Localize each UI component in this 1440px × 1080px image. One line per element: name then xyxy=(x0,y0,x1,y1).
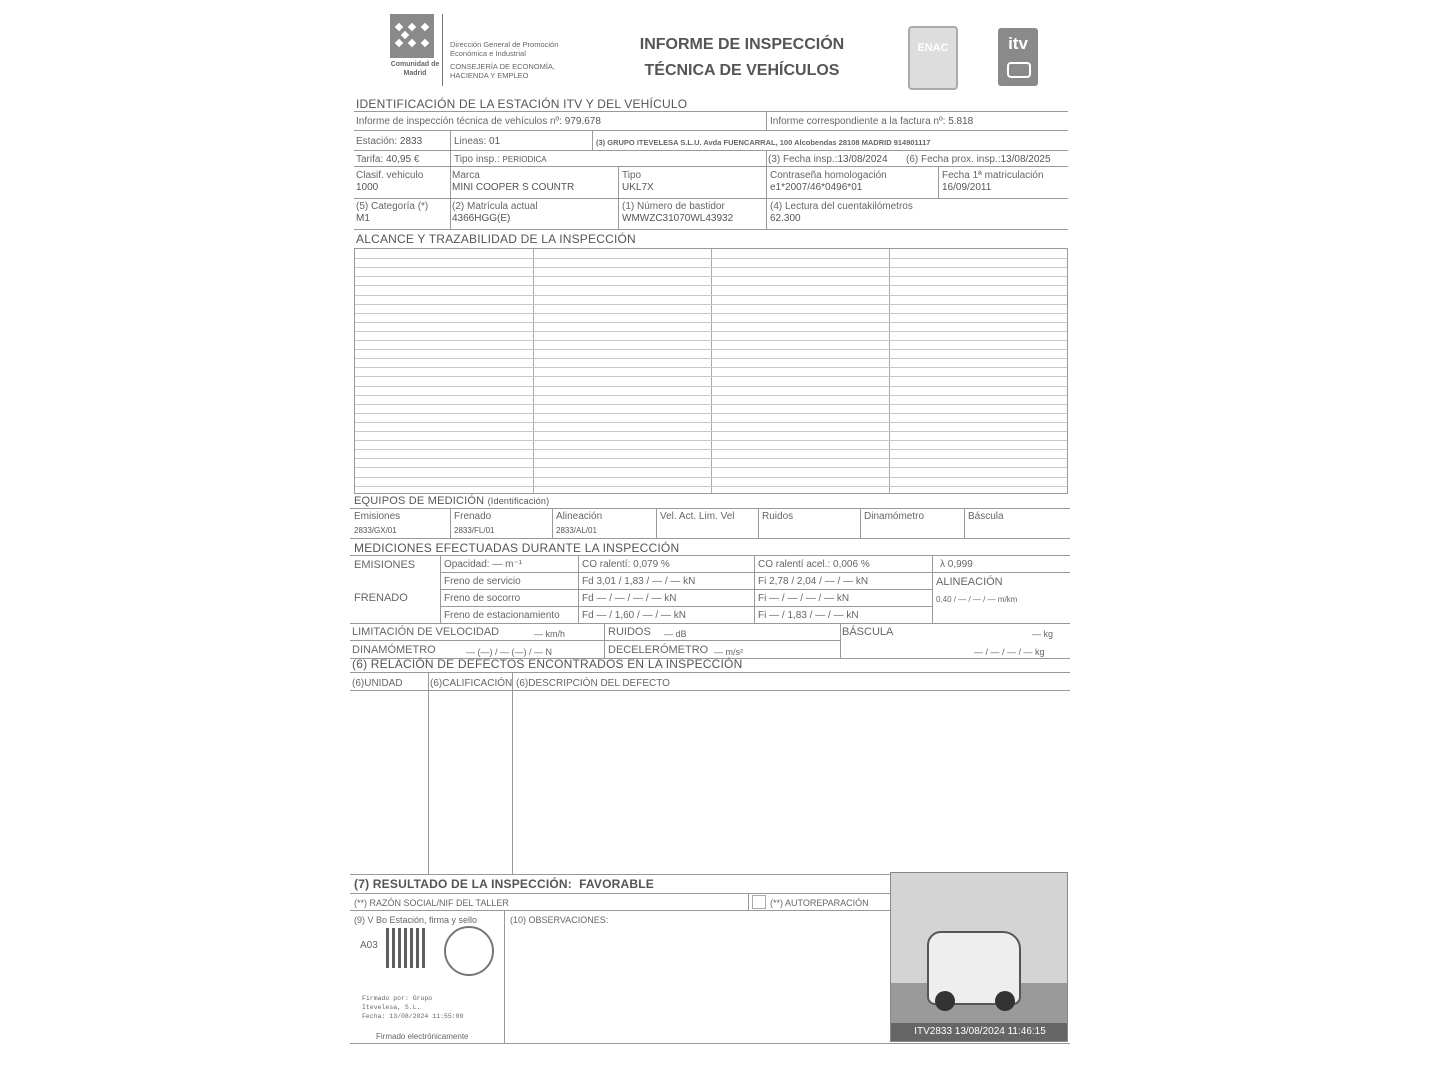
informe-number: 979.678 xyxy=(564,116,601,127)
scope-grid-row xyxy=(355,477,1067,478)
scope-grid-row xyxy=(355,304,1067,305)
tipo-insp: PERIODICA xyxy=(502,155,547,164)
inspection-report-sheet: Comunidad de Madrid Dirección General de Promoción Económica e Industrial CONSEJERÍA DE ECONOMÍA, HACIENDA Y EMPLEO INFORME DE INSPECCIÓN TÉCNICA DE VEHÍCULOS ENAC itv IDENTIFICACIÓN DE LA ESTACIÓN ITV Y DEL VEHÍCULO Informe de inspección técnica de vehículos nº: 979.678 Informe correspondiente a la factura nº: 5.818 Estación: 2833 Lineas: 01 (3) GRUPO ITEVELESA S.L.U. Avda FUENCARRAL, 100 Alcobendas 28108 MADRID 914901117 Tarifa: 40,95 € Tipo insp.: PERIODICA (3) Fecha insp.:13/08/2024 (6) Fecha prox. insp.:13/08/2025 Clasif. vehiculo 1000 Marca MINI COOPER S COUNTR Tipo UKL7X Contraseña homologación e1*2007/46*0496*01 Fecha 1ª matriculación 16/09/2011 (5) Categoría (*) M1 (2) Matrícula actual 4366HGG(E) (1) Número de bastidor WMWZC31070WL43932 (4) Lectura del cuentakilómetros 62.300 ALCANCE Y TRAZABILIDAD DE LA INSPECCIÓN EQUIPOS DE MEDICIÓN (Identificación) Emisiones 2833/GX/01 Frenado 2833/FL/01 Alineación 2833/AL/01 Vel. Act. Lim. Vel Ruidos Dinamómetro Báscula MEDICIONES EFECTUADAS DURANTE LA INSPECCIÓN EMISIONES Opacidad: — m⁻¹ CO ralentí: 0,079 % CO ralentí acel.: 0,006 % λ 0,999 FRENADO Freno de servicio Fd 3,01 / 1,83 / — / — kN Fi 2,78 / 2,04 / — / — kN Freno de socorro Fd — / — / — / — kN Fi — / — / — / — kN Freno de estacionamiento Fd — / 1,60 / — / — kN Fi — / 1,83 / — / — kN ALINEACIÓN 0,40 / — / — / — m/km LIMITACIÓN DE VELOCIDAD — km/h RUIDOS — dB BÁSCULA — kg DINAMÓMETRO — (—) / — (—) / — N DECELERÓMETRO — m/s² — / — / — / — kg (6) RELACIÓN DE DEFECTOS ENCONTRADOS EN LA INSPECCIÓN (6)UNIDAD (6)CALIFICACIÓN (6)DESCRIPCIÓN DEL DEFECTO (7) RESULTADO DE LA INSPECCIÓN: FAVORABLE (**) RAZÓN SOCIAL/NIF DEL TALLER (**) AUTOREPARACIÓN (9) V Bo Estación, firma y sello (10) OBSERVACIONES: A03 Firmado por: Grupo Itevelesa, S.L. Fecha: 13/08/2024 11:55:09 Firmado electrónicamente ITV2833 13/08/2024 11:46:15 xyxy=(350,8,1072,1063)
matricula: 4366HGG(E) xyxy=(452,213,511,224)
scope-grid-row xyxy=(355,413,1067,414)
scope-grid-row xyxy=(355,295,1067,296)
resultado-value: FAVORABLE xyxy=(579,877,654,891)
bastidor: WMWZC31070WL43932 xyxy=(622,213,734,224)
contrasena: e1*2007/46*0496*01 xyxy=(770,182,863,193)
marca: MINI COOPER S COUNTR xyxy=(452,182,575,193)
km: 62.300 xyxy=(770,213,801,224)
scope-grid-row xyxy=(355,322,1067,323)
scope-grid-row xyxy=(355,313,1067,314)
scope-grid-row xyxy=(355,458,1067,459)
scope-grid-row xyxy=(355,358,1067,359)
consejeria: CONSEJERÍA DE ECONOMÍA, HACIENDA Y EMPLEO xyxy=(450,62,556,80)
report-header xyxy=(350,8,1072,100)
scope-grid-row xyxy=(355,486,1067,487)
madrid-flag-logo xyxy=(390,14,434,58)
scope-grid-row xyxy=(355,376,1067,377)
scope-grid-row xyxy=(355,467,1067,468)
estacion: 2833 xyxy=(399,136,423,147)
station-code: A03 xyxy=(360,940,378,951)
resultado: (7) RESULTADO DE LA INSPECCIÓN: FAVORABLE xyxy=(354,877,654,891)
photo-timestamp: ITV2833 13/08/2024 11:46:15 xyxy=(891,1023,1068,1041)
direccion-general: Dirección General de Promoción Económica e Industrial xyxy=(450,40,559,58)
scope-grid-row xyxy=(355,449,1067,450)
scope-grid-row xyxy=(355,267,1067,268)
scope-grid-row xyxy=(355,404,1067,405)
vehicle-photo xyxy=(890,872,1068,1042)
fecha-matric: 16/09/2011 xyxy=(942,182,992,193)
ident-section-title: IDENTIFICACIÓN DE LA ESTACIÓN ITV Y DEL VEHÍCULO xyxy=(356,97,688,111)
equipos-section-title: EQUIPOS DE MEDICIÓN (Identificación) xyxy=(354,495,550,507)
scope-grid-row xyxy=(355,386,1067,387)
autoreparacion-checkbox xyxy=(752,895,766,909)
itv-logo: itv xyxy=(998,28,1038,86)
scope-grid-row xyxy=(355,285,1067,286)
scope-grid-row xyxy=(355,367,1067,368)
scope-grid-row xyxy=(355,340,1067,341)
station-seal-icon xyxy=(444,926,494,976)
scope-grid-row xyxy=(355,395,1067,396)
operator-address: (3) GRUPO ITEVELESA S.L.U. Avda FUENCARRAL, 100 Alcobendas 28108 MADRID 914901117 xyxy=(596,138,931,147)
car-icon xyxy=(1007,62,1031,78)
report-title: INFORME DE INSPECCIÓN TÉCNICA DE VEHÍCULOS xyxy=(639,36,845,79)
scope-grid-row xyxy=(355,422,1067,423)
fecha-prox: 13/08/2025 xyxy=(1000,154,1051,165)
qr-code-icon xyxy=(386,928,426,968)
fecha-insp: 13/08/2024 xyxy=(837,154,888,165)
scope-grid-row xyxy=(355,258,1067,259)
tipo: UKL7X xyxy=(622,182,654,193)
scope-grid-row xyxy=(355,276,1067,277)
inspection-scope-grid xyxy=(354,248,1068,494)
scope-grid-row xyxy=(355,431,1067,432)
alcance-section-title: ALCANCE Y TRAZABILIDAD DE LA INSPECCIÓN xyxy=(356,232,636,246)
enac-logo: ENAC xyxy=(908,26,958,90)
tarifa: 40,95 xyxy=(386,154,412,165)
mediciones-section-title: MEDICIONES EFECTUADAS DURANTE LA INSPECCIÓN xyxy=(354,541,680,555)
defectos-section-title: (6) RELACIÓN DE DEFECTOS ENCONTRADOS EN LA INSPECCIÓN xyxy=(352,657,743,671)
factura-number: 5.818 xyxy=(948,116,974,127)
scope-grid-row xyxy=(355,349,1067,350)
categoria: M1 xyxy=(356,213,370,224)
scope-grid-row xyxy=(355,440,1067,441)
lineas: 01 xyxy=(489,136,501,147)
clasif: 1000 xyxy=(356,182,379,193)
scope-grid-row xyxy=(355,331,1067,332)
region-logo-text: Comunidad de Madrid xyxy=(390,61,440,77)
